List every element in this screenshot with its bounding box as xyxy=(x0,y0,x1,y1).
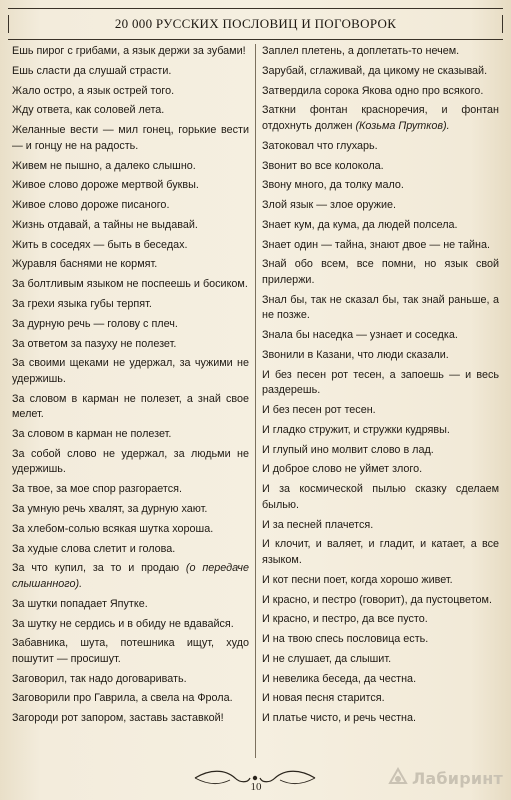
proverb-text: За ответом за пазуху не полезет. xyxy=(12,337,177,350)
proverb-entry xyxy=(262,443,499,459)
proverb-text: Заплел плетень, а доплетать-то нечем. xyxy=(262,45,460,57)
proverb-text: Жизнь отдавай, а тайны не выдавай. xyxy=(12,218,198,231)
proverb-entry xyxy=(262,672,499,688)
proverb-entry xyxy=(262,652,499,668)
proverb-entry xyxy=(12,447,249,478)
proverb-entry xyxy=(12,337,249,353)
proverb-text: За грехи языка губы терпят. xyxy=(12,297,152,310)
proverb-entry xyxy=(12,542,249,558)
proverb-text: И на твою спесь пословица есть. xyxy=(262,633,429,646)
proverb-text: Жить в соседях — быть в беседах. xyxy=(12,238,188,251)
proverb-text: За худые слова слетит и голова. xyxy=(12,542,176,555)
proverb-note: (о передаче слышанного). xyxy=(12,562,250,590)
proverb-text: И клочит, и валяет, и гладит, и катает, а все языком. xyxy=(262,538,499,566)
proverb-text: Звонит во все колокола. xyxy=(262,159,384,172)
proverb-text: Зарубай, сглаживай, да цикому не сказывай. xyxy=(262,64,488,77)
proverb-text: Забавника, шута, потешника ищут, худо пошутит — просишут. xyxy=(12,637,249,665)
proverb-text: И новая песня старится. xyxy=(262,692,385,705)
proverb-note: (Козьма Прутков). xyxy=(355,119,450,132)
proverb-entry xyxy=(12,691,249,707)
proverb-text: За словом в карман не полезет, а знай свое мелет. xyxy=(12,392,249,421)
proverb-entry xyxy=(262,178,499,194)
proverb-text: За что купил, за то и продаю xyxy=(12,562,186,575)
proverb-entry xyxy=(12,356,249,387)
proverb-text: Заговорили про Гаврила, а свела на Фрола. xyxy=(12,692,233,705)
proverb-entry xyxy=(12,711,249,727)
proverb-entry xyxy=(262,257,499,288)
left-column xyxy=(8,44,256,758)
proverb-text: За шутки попадает Япутке. xyxy=(12,597,148,610)
proverb-entry xyxy=(12,561,249,592)
proverb-text: Ешь пирог с грибами, а язык держи за зубами! xyxy=(12,45,246,57)
proverb-entry xyxy=(12,198,249,214)
proverb-text: И красно, и пестро (говорит), да пустоцветом. xyxy=(262,593,492,606)
right-column xyxy=(256,44,503,758)
proverb-text: Затвердила сорока Якова одно про всякого. xyxy=(262,84,484,97)
proverb-entry xyxy=(262,691,499,707)
proverb-entry xyxy=(12,64,249,80)
proverb-entry xyxy=(12,502,249,518)
proverb-entry xyxy=(262,518,499,534)
proverb-text: И за песней плачется. xyxy=(262,518,374,531)
proverb-text: И глупый ино молвит слово в лад. xyxy=(262,443,434,456)
proverb-text: Заткни фонтан красноречия, и фонтан отдохнуть должен xyxy=(262,104,499,132)
proverb-entry xyxy=(12,44,249,60)
proverb-text: Жало остро, а язык острей того. xyxy=(12,84,175,97)
proverb-text: Звонили в Казани, что люди сказали. xyxy=(262,348,449,361)
proverb-entry xyxy=(262,198,499,214)
proverb-text: За умную речь хвалят, за дурную хают. xyxy=(12,503,208,515)
proverb-text: И невелика беседа, да честна. xyxy=(262,672,417,685)
page-number: 10 xyxy=(250,781,262,793)
proverb-text: За своими щеками не удержал, за чужими не удержишь. xyxy=(12,357,249,385)
proverb-entry xyxy=(12,103,249,119)
proverb-entry xyxy=(262,348,499,364)
proverb-text: За дурную речь — голову с плеч. xyxy=(12,317,178,330)
proverb-text: Знает один — тайна, знают двое — не тайна. xyxy=(262,238,490,251)
proverb-entry xyxy=(262,537,499,568)
proverb-entry xyxy=(262,84,499,100)
proverb-entry xyxy=(12,392,249,423)
page-footer xyxy=(0,763,511,795)
proverb-text: Журавля баснями не кормят. xyxy=(12,258,158,271)
proverb-text: За собой слово не удержал, за людьми не удержишь. xyxy=(12,447,249,476)
proverb-entry xyxy=(12,317,249,333)
watermark-text: Лабиринт xyxy=(411,768,503,788)
proverb-text: За болтливым языком не поспеешь и босиком. xyxy=(12,278,248,291)
text-columns xyxy=(8,44,503,758)
proverb-text: Злой язык — злое оружие. xyxy=(262,199,396,212)
proverb-text: И без песен рот тесен, а запоешь — и весь раздерешь. xyxy=(262,368,499,397)
proverb-text: Знай обо всем, все помни, но язык свой прилержи. xyxy=(262,258,499,286)
proverb-entry xyxy=(262,482,499,513)
labyrinth-logo-icon xyxy=(387,767,409,789)
proverb-entry xyxy=(12,297,249,313)
proverb-entry xyxy=(12,636,249,667)
proverb-entry xyxy=(12,257,249,273)
proverb-entry xyxy=(12,84,249,100)
proverb-entry xyxy=(262,423,499,439)
proverb-entry xyxy=(12,427,249,443)
proverb-text: И за космической пылью сказку сделаем былью. xyxy=(262,483,499,511)
proverb-entry xyxy=(12,218,249,234)
proverb-entry xyxy=(262,593,499,609)
proverb-entry xyxy=(262,218,499,234)
proverb-text: И доброе слово не уймет злого. xyxy=(262,463,423,476)
proverb-entry xyxy=(12,123,249,154)
proverb-entry xyxy=(262,711,499,727)
proverb-text: И без песен рот тесен. xyxy=(262,404,376,417)
proverb-entry xyxy=(262,328,499,344)
book-title: 20 000 РУССКИХ ПОСЛОВИЦ И ПОГОВОРОК xyxy=(114,16,397,31)
proverb-text: И гладко стружит, и стружки кудрявы. xyxy=(262,423,450,436)
watermark xyxy=(387,767,503,789)
proverb-text: Заговорил, так надо договаривать. xyxy=(12,672,187,685)
proverb-text: Загороди рот запором, заставь заставкой! xyxy=(12,712,224,725)
proverb-text: Живем не пышно, а далеко слышно. xyxy=(12,159,196,172)
proverb-entry xyxy=(262,368,499,399)
proverb-entry xyxy=(12,482,249,498)
proverb-entry xyxy=(12,617,249,633)
proverb-text: Живое слово дороже писаного. xyxy=(12,199,170,212)
proverb-text: За шутку не сердись и в обиду не вдавайся. xyxy=(12,617,234,630)
proverb-entry xyxy=(262,64,499,80)
proverb-text: И не слушает, да слышит. xyxy=(262,652,392,665)
proverb-text: Затоковал что глухарь. xyxy=(262,139,378,152)
proverb-entry xyxy=(262,632,499,648)
proverb-text: И кот песни поет, когда хорошо живет. xyxy=(262,573,453,586)
proverb-entry xyxy=(262,293,499,324)
proverb-entry xyxy=(12,238,249,254)
proverb-text: За твое, за мое спор разгорается. xyxy=(12,483,183,496)
proverb-entry xyxy=(262,44,499,60)
proverb-entry xyxy=(262,573,499,589)
proverb-entry xyxy=(262,238,499,254)
proverb-entry xyxy=(12,159,249,175)
proverb-entry xyxy=(12,277,249,293)
proverb-entry xyxy=(262,403,499,419)
proverb-text: За хлебом-солью всякая шутка хороша. xyxy=(12,522,214,535)
proverb-entry xyxy=(12,522,249,538)
proverb-entry xyxy=(12,178,249,194)
proverb-entry xyxy=(262,139,499,155)
proverb-text: Жду ответа, как соловей лета. xyxy=(12,104,165,117)
proverb-entry xyxy=(262,462,499,478)
proverb-text: Знал бы, так не сказал бы, так знай раньше, а не позже. xyxy=(262,293,499,322)
proverb-text: Знала бы наседка — узнает и соседка. xyxy=(262,329,458,342)
proverb-text: И красно, и пестро, да все пусто. xyxy=(262,613,428,626)
proverb-text: Ешь сласти да слушай страсти. xyxy=(12,64,172,77)
proverb-entry xyxy=(12,672,249,688)
proverb-text: За словом в карман не полезет. xyxy=(12,428,172,441)
proverb-text: Звону много, да толку мало. xyxy=(262,179,404,192)
proverb-entry xyxy=(262,159,499,175)
proverb-text: Знает кум, да кума, да людей полсела. xyxy=(262,218,458,231)
proverb-entry xyxy=(262,103,499,134)
proverb-text: Желанные вести — мил гонец, горькие вести — и гонцу не на радость. xyxy=(12,124,249,152)
proverb-text: И платье чисто, и речь честна. xyxy=(262,712,417,725)
proverb-entry xyxy=(12,597,249,613)
running-header xyxy=(8,8,503,40)
proverb-text: Живое слово дороже мертвой буквы. xyxy=(12,179,199,192)
proverb-entry xyxy=(262,612,499,628)
